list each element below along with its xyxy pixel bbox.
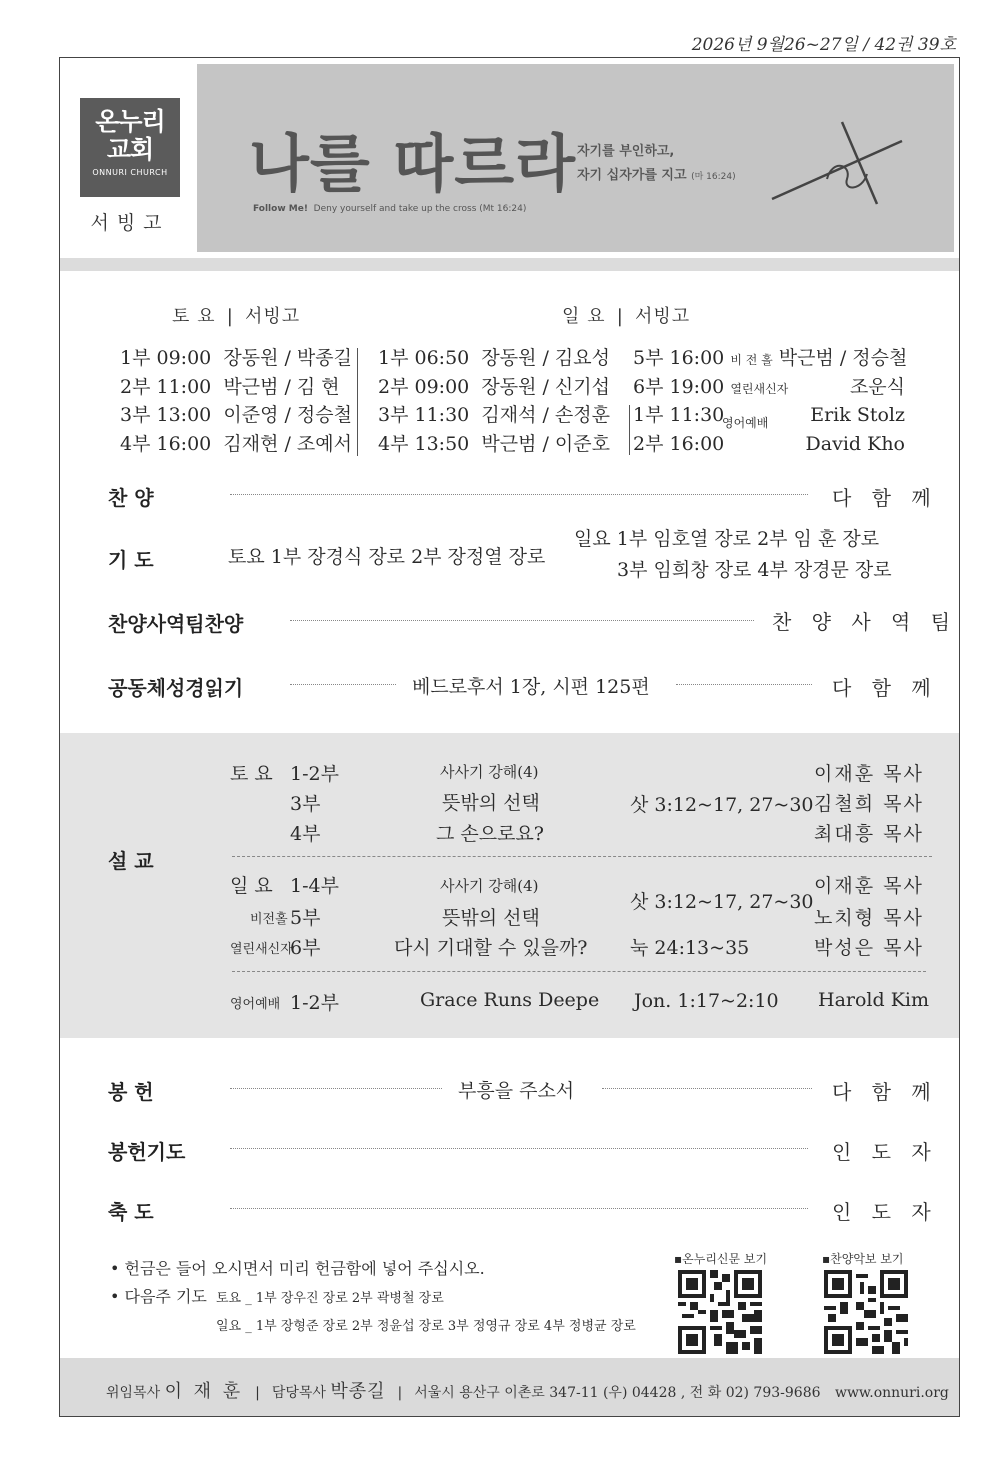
pastor-name: 박종길	[330, 1381, 386, 1402]
pastor: 최대흥 목사	[814, 823, 924, 845]
benediction-leader: 인 도 자	[832, 1200, 938, 1224]
dashed-divider	[232, 971, 926, 972]
pastor: 이재훈 목사	[814, 875, 924, 897]
logo-line1: 온누리	[95, 107, 165, 136]
prayer-saturday: 토요 1부 장경식 장로 2부 장정열 장로	[228, 546, 546, 568]
senior-pastor-label: 위임목사	[106, 1385, 161, 1401]
cross-drawing-icon	[767, 119, 907, 209]
part: 1부	[633, 404, 664, 426]
names: 김재석 / 손정훈	[481, 404, 610, 426]
part: 4부	[290, 823, 321, 845]
header-divider	[60, 258, 959, 271]
issue-date: 2026년 9월26~27일 / 42권 39호	[691, 35, 956, 55]
banner-eng-text: Deny yourself and take up the cross (Mt 16:24)	[313, 204, 527, 214]
banner-sub1: 자기를 부인하고,	[577, 144, 675, 159]
names: 장동원 / 신기섭	[481, 375, 610, 398]
offering-prayer-leader: 인 도 자	[832, 1140, 938, 1164]
offering-label: 봉 헌	[108, 1080, 154, 1104]
sermon-title: 그 손으로요?	[436, 823, 544, 845]
saturday-schedule	[120, 344, 352, 458]
place: 열린새신자	[230, 942, 293, 957]
dotted-leader	[230, 1148, 808, 1149]
sunday-extra-schedule	[633, 344, 913, 458]
sermon-sat-day: 토 요	[230, 763, 273, 785]
choir-label: 찬양사역팀찬양	[108, 612, 244, 636]
schedule-row	[120, 373, 352, 402]
time: 06:50	[414, 347, 470, 369]
banner-title: 나를 따르라	[249, 127, 577, 200]
time: 16:00	[156, 432, 212, 455]
pastor: 노치형 목사	[814, 907, 924, 929]
part: 2부	[120, 375, 151, 398]
campus-name: 서빙고	[90, 212, 170, 234]
reading-text: 베드로후서 1장, 시편 125편	[412, 676, 650, 698]
saturday-heading: 토 요 ❘ 서빙고	[172, 306, 301, 327]
part: 2부	[378, 375, 409, 398]
sermon-verse: 삿 3:12~17, 27~30	[630, 891, 814, 913]
time: 11:30	[414, 404, 470, 426]
qr-news-label: ▪온누리신문 보기	[674, 1252, 768, 1266]
part: 4부	[378, 432, 409, 455]
time: 11:30	[669, 404, 725, 426]
banner-ref: (마 16:24)	[691, 172, 736, 182]
bulletin-frame	[59, 57, 960, 1417]
part: 1-2부	[290, 763, 339, 785]
sermon-verse: Jon. 1:17~2:10	[634, 990, 779, 1012]
choir-leader: 찬 양 사 역 팀	[772, 610, 958, 634]
benediction-label: 축 도	[108, 1200, 154, 1224]
part: 1부	[120, 347, 151, 369]
note-next-prayer-sat: 토요 _ 1부 장우진 장로 2부 곽병철 장로	[216, 1291, 444, 1306]
names: David Kho	[805, 432, 905, 455]
church-website[interactable]: www.onnuri.org	[834, 1385, 949, 1401]
names: 박근범 / 정승철	[778, 347, 908, 369]
schedule-row	[120, 430, 352, 459]
theme-banner	[197, 64, 954, 252]
time: 09:00	[156, 347, 212, 369]
part: 5부	[633, 347, 664, 369]
sermon-series: 사사기 강해(4)	[440, 877, 539, 895]
names: 박근범 / 이준호	[481, 432, 610, 455]
pastor: 김철희 목사	[814, 793, 924, 815]
place: 영어예배	[230, 997, 281, 1012]
dashed-divider	[232, 856, 932, 857]
church-address: 서울시 용산구 이촌로 347-11 (우) 04428 , 전 화 02) 793-9686	[414, 1385, 821, 1401]
part: 6부	[290, 937, 321, 959]
schedule-row	[633, 373, 913, 402]
reading-label: 공동체성경읽기	[108, 676, 244, 700]
part: 3부	[290, 793, 321, 815]
sermon-verse: 눅 24:13~35	[630, 937, 750, 959]
senior-pastor-name: 이 재 훈	[164, 1381, 244, 1402]
sermon-series: 사사기 강해(4)	[440, 763, 539, 781]
part: 5부	[290, 907, 321, 929]
pastor-label: 담당목사	[271, 1385, 326, 1401]
sermon-section	[60, 733, 959, 1038]
part: 1-2부	[290, 992, 339, 1014]
part: 6부	[633, 375, 664, 398]
dotted-leader	[602, 1088, 812, 1089]
time: 11:00	[156, 375, 212, 398]
part: 2부	[633, 432, 664, 455]
place: 비 전 홀	[730, 353, 773, 367]
praise-label: 찬 양	[108, 486, 154, 510]
logo-line3: ONNURI CHURCH	[92, 168, 168, 177]
prayer-sunday-1: 일요 1부 임호열 장로 2부 임 훈 장로	[574, 528, 880, 550]
english-divider	[629, 405, 630, 455]
sermon-title: Grace Runs Deepe	[420, 989, 600, 1011]
part: 4부	[120, 432, 151, 455]
pastor: 박성은 목사	[814, 937, 924, 959]
banner-english	[253, 204, 526, 214]
time: 16:00	[669, 432, 725, 455]
praise-leader: 다 함 께	[832, 486, 938, 510]
schedule-divider	[357, 348, 358, 456]
reading-leader: 다 함 께	[832, 676, 938, 700]
note-next-prayer-sun: 일요 _ 1부 장형준 장로 2부 정윤섭 장로 3부 정영규 장로 4부 정병균 장로	[216, 1319, 636, 1334]
sermon-sun-day: 일 요	[230, 875, 273, 897]
names: 이준영 / 정승철	[223, 404, 352, 426]
time: 09:00	[414, 375, 470, 398]
church-logo	[80, 98, 180, 197]
part: 1-4부	[290, 875, 339, 897]
sermon-title: 다시 기대할 수 있을까?	[394, 937, 588, 959]
footer-bar	[60, 1358, 959, 1416]
time: 13:00	[156, 404, 212, 426]
qr-code-icon[interactable]	[678, 1270, 762, 1354]
names: Erik Stolz	[810, 404, 905, 426]
schedule-row	[120, 344, 352, 373]
separator: ❘	[251, 1385, 264, 1401]
part: 3부	[120, 404, 151, 426]
banner-sub2	[577, 164, 736, 183]
names: 박근범 / 김 현	[223, 375, 340, 398]
names: 장동원 / 박종길	[223, 347, 352, 369]
sermon-title: 뜻밖의 선택	[442, 907, 540, 929]
logo-line2: 교회	[106, 135, 154, 164]
time: 19:00	[669, 375, 725, 398]
note-offering: • 헌금은 들어 오시면서 미리 헌금함에 넣어 주십시오.	[110, 1259, 485, 1278]
qr-score-label[interactable]: ▪찬양악보 보기	[822, 1252, 904, 1266]
offering-prayer-label: 봉헌기도	[108, 1140, 186, 1164]
names: 김재현 / 조예서	[223, 432, 352, 455]
footer-text	[106, 1377, 949, 1403]
dotted-leader	[676, 684, 812, 685]
dotted-leader	[230, 494, 808, 495]
separator: ❘	[394, 1385, 406, 1401]
schedule-row	[633, 401, 913, 430]
names: 조운식	[849, 375, 905, 398]
banner-eng-bold: Follow Me!	[253, 204, 308, 214]
time: 16:00	[669, 347, 725, 369]
dotted-leader	[230, 1208, 808, 1209]
qr-code-icon[interactable]	[824, 1270, 908, 1354]
names: 장동원 / 김요성	[481, 347, 610, 369]
part: 3부	[378, 404, 409, 426]
part: 1부	[378, 347, 409, 369]
pastor: Harold Kim	[818, 989, 929, 1011]
sermon-verse: 삿 3:12~17, 27~30	[630, 794, 814, 816]
note-next-prayer-label: • 다음주 기도	[110, 1287, 207, 1306]
place: 열린새신자	[730, 381, 789, 396]
schedule-row	[633, 344, 913, 373]
dotted-leader	[230, 1088, 442, 1089]
prayer-label: 기 도	[108, 548, 154, 572]
english-worship-label: 영어예배	[722, 416, 769, 430]
prayer-sunday-2: 3부 임희창 장로 4부 장경문 장로	[617, 559, 892, 581]
schedule-row	[120, 401, 352, 430]
sunday-schedule	[378, 344, 610, 458]
schedule-row	[378, 430, 610, 459]
dotted-leader	[290, 620, 754, 621]
sermon-title: 뜻밖의 선택	[442, 792, 540, 814]
time: 13:50	[414, 432, 470, 455]
offering-song: 부흥을 주소서	[458, 1080, 575, 1102]
schedule-row	[633, 430, 913, 459]
banner-sub2-text: 자기 십자가를 지고	[577, 168, 687, 183]
sunday-heading: 일 요 ❘ 서빙고	[562, 306, 691, 327]
sermon-label: 설 교	[108, 849, 154, 873]
schedule-row	[378, 401, 610, 430]
schedule-row	[378, 373, 610, 402]
place: 비전홀	[250, 912, 288, 927]
offering-leader: 다 함 께	[832, 1080, 938, 1104]
dotted-leader	[290, 684, 396, 685]
pastor: 이재훈 목사	[814, 763, 924, 785]
schedule-row	[378, 344, 610, 373]
